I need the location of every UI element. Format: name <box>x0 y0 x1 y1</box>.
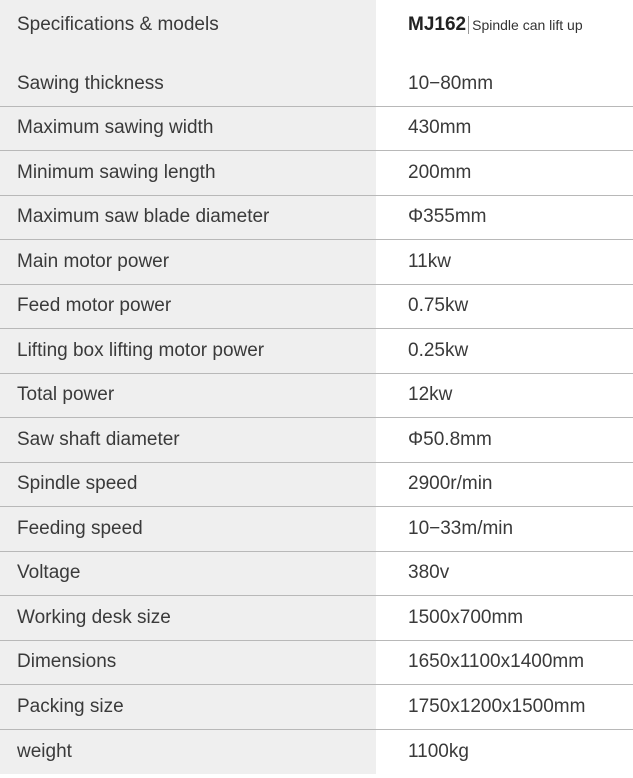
table-row <box>0 552 633 597</box>
spec-value: 1100kg <box>376 730 633 775</box>
spec-value: 12kw <box>376 374 633 418</box>
spec-label: Maximum saw blade diameter <box>0 196 376 240</box>
spec-label: Total power <box>0 374 376 418</box>
spec-value: 2900r/min <box>376 463 633 507</box>
spec-label: Spindle speed <box>0 463 376 507</box>
table-row <box>0 596 633 641</box>
spec-label: Maximum sawing width <box>0 107 376 151</box>
spec-value: 0.75kw <box>376 285 633 329</box>
spec-label: Packing size <box>0 685 376 729</box>
spec-header-model-cell <box>376 0 633 49</box>
header-spacer <box>0 49 633 62</box>
spec-label: Feed motor power <box>0 285 376 329</box>
spec-value: 200mm <box>376 151 633 195</box>
spec-value: 380v <box>376 552 633 596</box>
spec-rows <box>0 62 633 774</box>
spec-label: Lifting box lifting motor power <box>0 329 376 373</box>
model-name: MJ162 <box>408 13 467 35</box>
table-row <box>0 240 633 285</box>
spec-value: 1500x700mm <box>376 596 633 640</box>
spec-value: Φ50.8mm <box>376 418 633 462</box>
table-row <box>0 463 633 508</box>
model-separator <box>468 16 469 34</box>
spec-value: 1750x1200x1500mm <box>376 685 633 729</box>
spec-header-label: Specifications & models <box>0 0 376 49</box>
spec-value: 0.25kw <box>376 329 633 373</box>
spec-value: 1650x1100x1400mm <box>376 641 633 685</box>
table-row <box>0 107 633 152</box>
table-row <box>0 196 633 241</box>
table-row <box>0 62 633 107</box>
table-row <box>0 685 633 730</box>
spec-value: 11kw <box>376 240 633 284</box>
spec-label: Voltage <box>0 552 376 596</box>
spec-label: Sawing thickness <box>0 62 376 106</box>
header-spacer-left <box>0 49 376 62</box>
table-row <box>0 374 633 419</box>
spec-label: Feeding speed <box>0 507 376 551</box>
table-row <box>0 151 633 196</box>
spec-value: 10−33m/min <box>376 507 633 551</box>
spec-label: Working desk size <box>0 596 376 640</box>
spec-value: Φ355mm <box>376 196 633 240</box>
spec-label: Saw shaft diameter <box>0 418 376 462</box>
table-row <box>0 285 633 330</box>
header-spacer-right <box>376 49 633 62</box>
table-row <box>0 641 633 686</box>
spec-header-row <box>0 0 633 50</box>
table-row <box>0 507 633 552</box>
table-row <box>0 418 633 463</box>
spec-label: weight <box>0 730 376 775</box>
spec-value: 430mm <box>376 107 633 151</box>
table-row <box>0 329 633 374</box>
table-row <box>0 730 633 775</box>
spec-label: Main motor power <box>0 240 376 284</box>
spec-value: 10−80mm <box>376 62 633 106</box>
spec-label: Dimensions <box>0 641 376 685</box>
spec-label: Minimum sawing length <box>0 151 376 195</box>
model-note: Spindle can lift up <box>472 16 583 33</box>
